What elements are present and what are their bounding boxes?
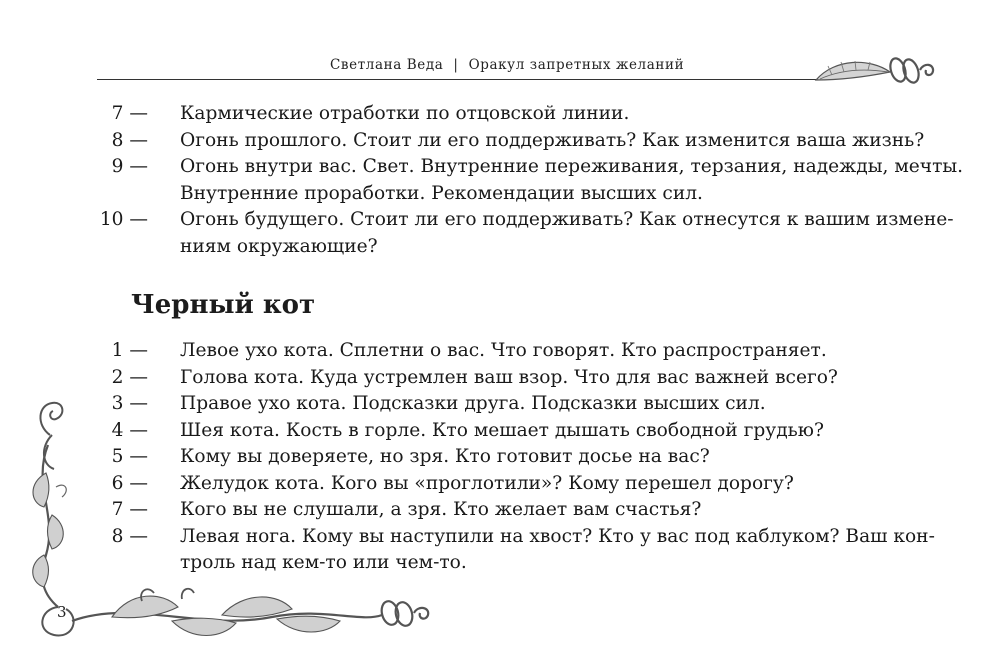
list-item	[0, 207, 954, 260]
list-item	[0, 101, 908, 128]
header-rule	[97, 79, 820, 80]
item-text: Левое ухо кота. Сплетни о вас. Что говорят. Кто распространяет.	[180, 340, 827, 361]
list-item	[0, 338, 908, 365]
author-name: Светлана Веда	[330, 57, 444, 73]
item-text-continued: ниям окружающие?	[180, 235, 378, 257]
item-number: 3 —	[111, 393, 148, 414]
list-item	[0, 128, 925, 155]
item-text: Желудок кота. Кого вы «проглотили»? Кому перешел дорогу?	[180, 472, 794, 494]
item-number: 1 —	[111, 340, 148, 361]
item-text: Правое ухо кота. Подсказки друга. Подсказки высших сил.	[180, 393, 766, 414]
item-text: Шея кота. Кость в горле. Кто мешает дышать свободной грудью?	[180, 419, 824, 441]
item-number: 2 —	[111, 366, 148, 388]
section-title: Черный кот	[131, 290, 316, 320]
item-text-continued: троль над кем-то или чем-то.	[180, 552, 467, 573]
item-number: 7 —	[111, 103, 148, 124]
item-text: Левая нога. Кому вы наступили на хвост? Кто у вас под каблуком? Ваш кон-	[180, 525, 935, 547]
fire-list	[0, 101, 964, 260]
running-header	[330, 57, 684, 73]
list-item	[0, 365, 908, 392]
header-separator: |	[453, 57, 459, 73]
book-title: Оракул запретных желаний	[468, 57, 685, 73]
item-number: 4 —	[111, 419, 148, 441]
item-text: Огонь будущего. Стоит ли его поддерживать? Как отнесутся к вашим измене-	[180, 209, 954, 230]
page-number: 3	[57, 603, 67, 621]
header-leaf-ornament-icon	[810, 50, 940, 90]
item-text: Кому вы доверяете, но зря. Кто готовит досье на вас?	[180, 446, 710, 467]
list-item	[0, 154, 964, 207]
item-text: Кармические отработки по отцовской линии.	[180, 103, 630, 124]
item-number: 8 —	[111, 129, 148, 151]
item-number: 10 —	[99, 209, 148, 230]
corner-vine-ornament-icon	[22, 395, 442, 645]
item-text: Голова кота. Куда устремлен ваш взор. Что для вас важней всего?	[180, 366, 838, 388]
item-number: 7 —	[111, 499, 148, 520]
item-text: Огонь прошлого. Стоит ли его поддерживать? Как изменится ваша жизнь?	[180, 129, 925, 151]
item-number: 6 —	[111, 472, 148, 494]
item-number: 5 —	[111, 446, 148, 467]
item-text: Огонь внутри вас. Свет. Внутренние переживания, терзания, надежды, мечты.	[180, 156, 964, 177]
item-text: Кого вы не слушали, а зря. Кто желает вам счастья?	[180, 499, 702, 520]
item-number: 9 —	[111, 156, 148, 177]
item-text-continued: Внутренние проработки. Рекомендации высших сил.	[180, 182, 703, 204]
item-number: 8 —	[111, 525, 148, 547]
